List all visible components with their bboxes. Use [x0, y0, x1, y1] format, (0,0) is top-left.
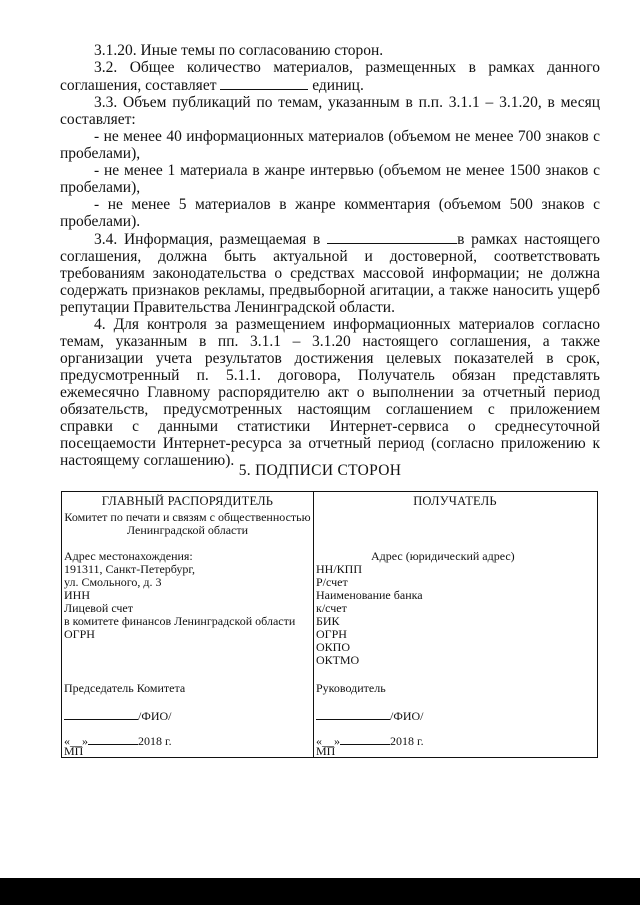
clause-4: 4. Для контроля за размещением информационных материалов согласно темам, указанным в пп. 3.1.1 – 3.1.20 настоящего соглашения, а также организации учета результатов достижения целевых показателей в срок, предусмотренный п. 5.1.1. договора, Получатель обязан представлять ежемесячно Главному распорядителю акт о выполнении за отчетный период обязательств, предусмотренных настоящим соглашением с приложением справки с данными статистики Интернет-сервиса о среднесуточной посещаемости Интернет-ресурса за отчетный период (согласно приложению к настоящему соглашению). — [60, 316, 600, 469]
left-stamp-label: МП — [64, 744, 84, 758]
left-fio: /ФИО/ — [138, 709, 172, 723]
blank-line — [327, 230, 457, 244]
signatures-right-column — [313, 492, 597, 757]
scan-bottom-edge — [0, 878, 640, 905]
left-date-open: «__» — [64, 734, 88, 748]
right-bank-name: Наименование банка — [316, 588, 423, 602]
left-address-line-2: ул. Смольного, д. 3 — [64, 575, 162, 589]
clause-3-4-rest: в рамках настоящего соглашения, должна быть актуальной и достоверной, соответствовать требованиям законодательства о средствах массовой информации; не должна содержать признаков рекламы, предвыборной агитации, а также наносить ущерб репутации Правительства Ленинградской области. — [60, 231, 600, 316]
signature-line — [64, 708, 138, 720]
right-fio-line — [316, 708, 423, 723]
clause-3-1-20: 3.1.20. Иные темы по согласованию сторон. — [94, 42, 384, 59]
right-fio: /ФИО/ — [390, 709, 424, 723]
clause-3-3-item-1: - не менее 40 информационных материалов (объемом не менее 700 знаков с пробелами), — [60, 128, 600, 162]
section-title: 5. ПОДПИСИ СТОРОН — [238, 462, 402, 479]
right-correspondent-account: к/счет — [316, 601, 347, 615]
left-org-line-2: Ленинградской области — [126, 523, 249, 537]
left-account-line-1: Лицевой счет — [64, 601, 134, 615]
agreement-text — [60, 42, 600, 469]
right-settlement-account: Р/счет — [316, 575, 348, 589]
left-inn: ИНН — [64, 588, 90, 602]
clause-3-2-text: 3.2. Общее количество материалов, размещенных в рамках данного соглашения, составляет — [60, 59, 600, 94]
signature-line — [316, 708, 390, 720]
right-address-label: Адрес (юридический адрес) — [371, 549, 515, 563]
right-stamp-label: МП — [316, 744, 336, 758]
clause-3-4 — [60, 230, 600, 316]
clause-3-3-item-3: - не менее 5 материалов в жанре комментария (объемом 500 знаков с пробелами). — [60, 196, 600, 230]
right-ogrn: ОГРН — [316, 627, 347, 641]
right-oktmo: ОКТМО — [316, 653, 360, 667]
date-blank — [88, 733, 138, 745]
left-address-line-1: 191311, Санкт-Петербург, — [64, 562, 195, 576]
clause-3-3: 3.3. Объем публикаций по темам, указанным в п.п. 3.1.1 – 3.1.20, в месяц составляет: — [60, 94, 600, 128]
right-date-year: 2018 г. — [390, 734, 424, 748]
blank-line — [220, 76, 308, 90]
left-address-label: Адрес местонахождения: — [64, 549, 193, 563]
clause-3-2-end: единиц. — [308, 77, 364, 94]
date-blank — [340, 733, 390, 745]
right-date-open: «__» — [316, 734, 340, 748]
signatures-left-column — [62, 492, 314, 757]
clause-3-2 — [60, 59, 600, 94]
left-account-line-2: в комитете финансов Ленинградской области — [64, 614, 296, 628]
left-org-line-1: Комитет по печати и связям с общественностью — [64, 510, 311, 524]
clause-3-3-item-2: - не менее 1 материала в жанре интервью (объемом не менее 1500 знаков с пробелами), — [60, 162, 600, 196]
right-position: Руководитель — [316, 681, 386, 695]
clause-3-4-start: 3.4. Информация, размещаемая в — [94, 231, 328, 248]
left-fio-line — [64, 708, 171, 723]
left-ogrn: ОГРН — [64, 627, 95, 641]
right-inn-kpp: НН/КПП — [316, 562, 363, 576]
left-header: ГЛАВНЫЙ РАСПОРЯДИТЕЛЬ — [101, 494, 274, 508]
right-bik: БИК — [316, 614, 340, 628]
left-position: Председатель Комитета — [64, 681, 186, 695]
right-header: ПОЛУЧАТЕЛЬ — [413, 494, 497, 508]
right-okpo: ОКПО — [316, 640, 351, 654]
left-date-year: 2018 г. — [138, 734, 172, 748]
signatures-table — [61, 491, 598, 758]
